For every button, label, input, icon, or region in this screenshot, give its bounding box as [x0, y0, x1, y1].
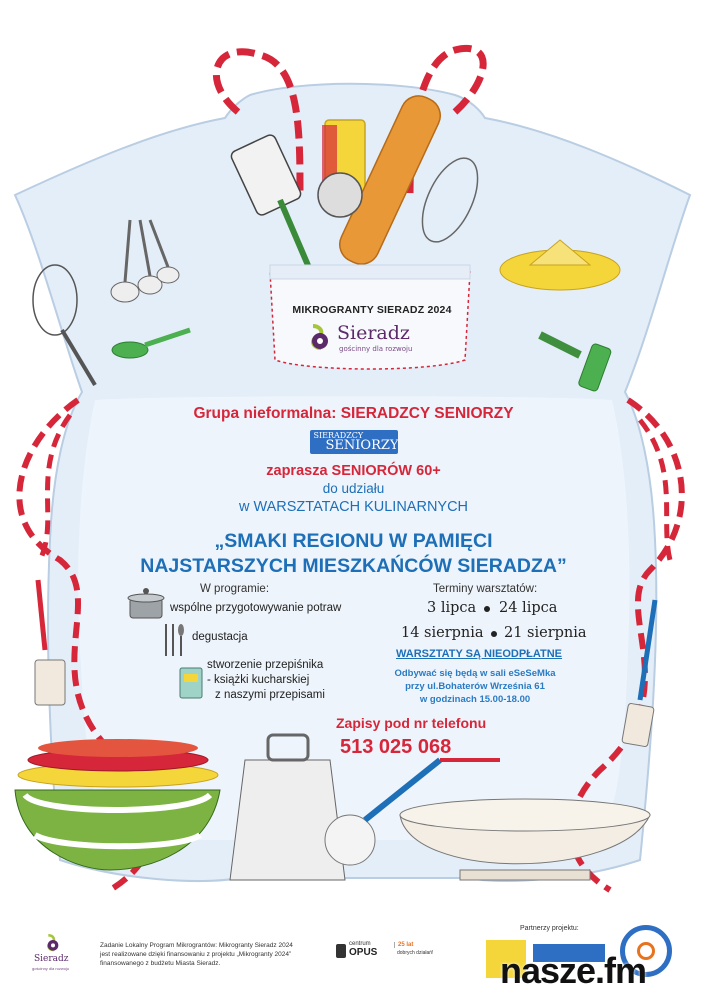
cookbook-icon — [180, 668, 202, 698]
program-item-cookbook-2: - książki kucharskiej — [207, 674, 310, 686]
partners-label: Partnerzy projektu: — [520, 925, 579, 932]
footer-logo — [28, 934, 78, 974]
program-item-cookbook-1: stworzenie przepiśnika — [207, 659, 324, 671]
small-pan-drawing — [112, 342, 148, 358]
date-1: 3 lipca — [427, 600, 477, 616]
signup-label: Zapisy pod nr telefonu — [336, 715, 487, 731]
footer-logo-name: Sieradz — [34, 954, 69, 964]
footer-text — [100, 941, 330, 968]
pocket-title: MIKROGRANTY SIERADZ 2024 — [292, 304, 452, 316]
invite-line-3: w WARSZTATACH KULINARNYCH — [238, 499, 469, 515]
sieve-drawing — [325, 815, 375, 865]
slotted-spatula-drawing — [35, 660, 65, 705]
seniorzy-badge — [0, 430, 707, 459]
logo-name: Sieradz — [337, 322, 410, 344]
workshop-title-line-2: NAJSTARSZYCH MIESZKAŃCÓW SIERADZA” — [140, 555, 567, 577]
program-item-cooking: wspólne przygotowywanie potraw — [170, 602, 342, 614]
opus-logo — [336, 941, 446, 965]
sieradz-emblem-icon — [44, 934, 62, 954]
place-line-2: przy ul.Bohaterów Września 61 — [405, 681, 545, 692]
terms-heading: Terminy warsztatów: — [433, 583, 538, 595]
program-item-tasting: degustacja — [192, 631, 248, 643]
group-heading: Grupa nieformalna: SIERADZCY SENIORZY — [193, 405, 514, 422]
free-notice: WARSZTATY SĄ NIEODPŁATNE — [396, 648, 563, 660]
opus-big: OPUS — [349, 947, 378, 958]
footer-logo-tagline: gościnny dla rozwoju — [32, 966, 70, 971]
date-3: 14 sierpnia — [401, 625, 484, 641]
program-heading: W programie: — [200, 583, 270, 595]
workshop-title-line-1: „SMAKI REGIONU W PAMIĘCI — [214, 530, 493, 552]
footer-line-1: Zadanie Lokalny Program Mikrograntów: Mikrogranty Sieradz 2024 — [100, 942, 293, 949]
phone-number: 513 025 068 — [340, 736, 452, 758]
date-bullet — [484, 606, 490, 612]
opus-years: 25 lat — [394, 942, 413, 948]
invite-line-1: zaprasza SENIORÓW 60+ — [266, 463, 441, 479]
sieradz-logo — [307, 322, 437, 356]
watermark-logo: nasze.fm — [500, 950, 647, 991]
footer-line-2: jest realizowane dzięki finansowaniu z projektu „Mikrogranty 2024” — [100, 951, 292, 958]
place-line-1: Odbywać się będą w sali eSeSeMka — [394, 668, 556, 679]
grater-drawing — [230, 760, 345, 880]
badge-top: SIERADZCY — [313, 431, 364, 440]
date-2: 24 lipca — [499, 600, 558, 616]
sieradz-emblem-icon — [307, 324, 333, 354]
date-bullet — [491, 631, 497, 637]
program-item-cookbook-3: z naszymi przepisami — [215, 689, 325, 701]
logo-tagline: gościnny dla rozwoju — [339, 345, 413, 353]
date-4: 21 sierpnia — [504, 625, 587, 641]
opus-mark-icon — [336, 944, 346, 958]
place-line-3: w godzinach 15.00-18.00 — [419, 694, 531, 705]
opus-small: centrum — [349, 941, 371, 947]
opus-tag: dobrych działań! — [397, 950, 434, 956]
badge-bottom: SENIORZY — [325, 438, 399, 453]
footer-line-3: finansowanego z budżetu Miasta Sieradz. — [100, 960, 221, 967]
pizza-cutter-drawing — [318, 173, 362, 217]
invite-line-2: do udziału — [322, 481, 385, 496]
